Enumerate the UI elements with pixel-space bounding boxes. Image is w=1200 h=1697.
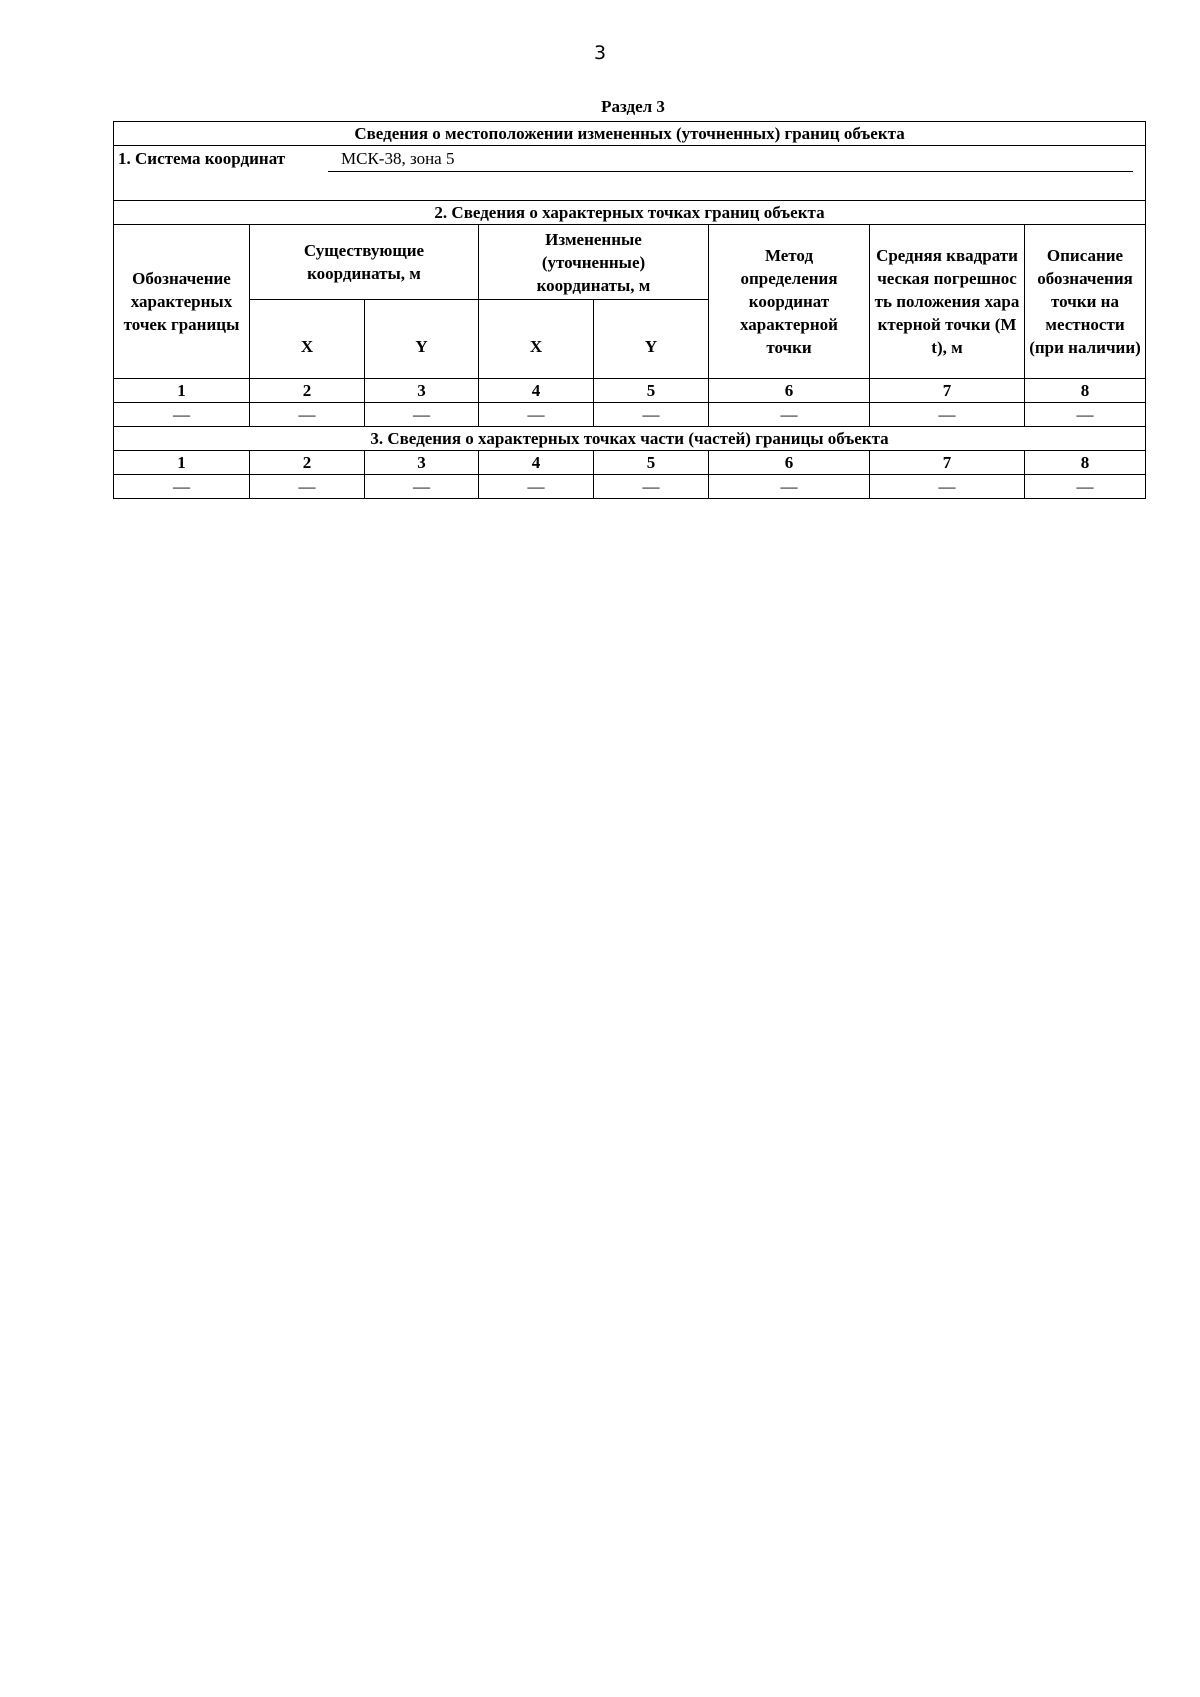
column-number: 8 (1025, 451, 1146, 475)
empty-cell: — (479, 475, 594, 499)
empty-cell: — (870, 475, 1025, 499)
empty-cell: — (365, 403, 479, 427)
header-method: Метод определения координат характерной точки (709, 225, 870, 379)
empty-cell: — (594, 403, 709, 427)
empty-cell: — (250, 403, 365, 427)
column-number: 7 (870, 451, 1025, 475)
column-number: 3 (365, 379, 479, 403)
column-number-row (114, 451, 1146, 475)
coord-system-value: МСК-38, зона 5 (341, 149, 455, 168)
empty-cell: — (709, 475, 870, 499)
column-number: 5 (594, 379, 709, 403)
empty-cell: — (250, 475, 365, 499)
header-changed-y: Y (594, 300, 709, 379)
column-number: 5 (594, 451, 709, 475)
empty-cell: — (479, 403, 594, 427)
empty-cell: — (594, 475, 709, 499)
table-title: Сведения о местоположении измененных (уточненных) границ объекта (114, 122, 1146, 146)
header-existing-coords: Существующие координаты, м (250, 225, 479, 300)
empty-cell: — (114, 475, 250, 499)
coord-system-cell (114, 146, 1146, 201)
coord-system-underline (328, 171, 1133, 172)
table-row (114, 403, 1146, 427)
part2-title: 2. Сведения о характерных точках границ объекта (114, 201, 1146, 225)
empty-cell: — (1025, 475, 1146, 499)
column-number: 4 (479, 451, 594, 475)
column-number: 1 (114, 379, 250, 403)
empty-cell: — (365, 475, 479, 499)
header-description: Описание обозначения точки на местности (при наличии) (1025, 225, 1146, 379)
header-existing-y: Y (365, 300, 479, 379)
column-number: 2 (250, 379, 365, 403)
column-number: 6 (709, 451, 870, 475)
column-number-row (114, 379, 1146, 403)
section-title: Раздел 3 (601, 97, 665, 116)
header-point-designation: Обозначение характерных точек границы (114, 225, 250, 379)
column-number: 3 (365, 451, 479, 475)
coord-system-label: 1. Система координат (118, 149, 286, 168)
boundary-table (113, 121, 1146, 499)
column-number: 6 (709, 379, 870, 403)
header-existing-x: X (250, 300, 365, 379)
empty-cell: — (1025, 403, 1146, 427)
header-changed-x: X (479, 300, 594, 379)
table-row (114, 475, 1146, 499)
header-error: Средняя квадратическая погрешность положения характерной точки (Mt), м (870, 225, 1025, 379)
column-number: 2 (250, 451, 365, 475)
header-changed-coords: Измененные (уточненные) координаты, м (479, 225, 709, 300)
column-number: 1 (114, 451, 250, 475)
part3-title: 3. Сведения о характерных точках части (частей) границы объекта (114, 427, 1146, 451)
empty-cell: — (709, 403, 870, 427)
page-number: 3 (593, 42, 607, 64)
empty-cell: — (114, 403, 250, 427)
column-number: 4 (479, 379, 594, 403)
column-number: 7 (870, 379, 1025, 403)
column-number: 8 (1025, 379, 1146, 403)
empty-cell: — (870, 403, 1025, 427)
